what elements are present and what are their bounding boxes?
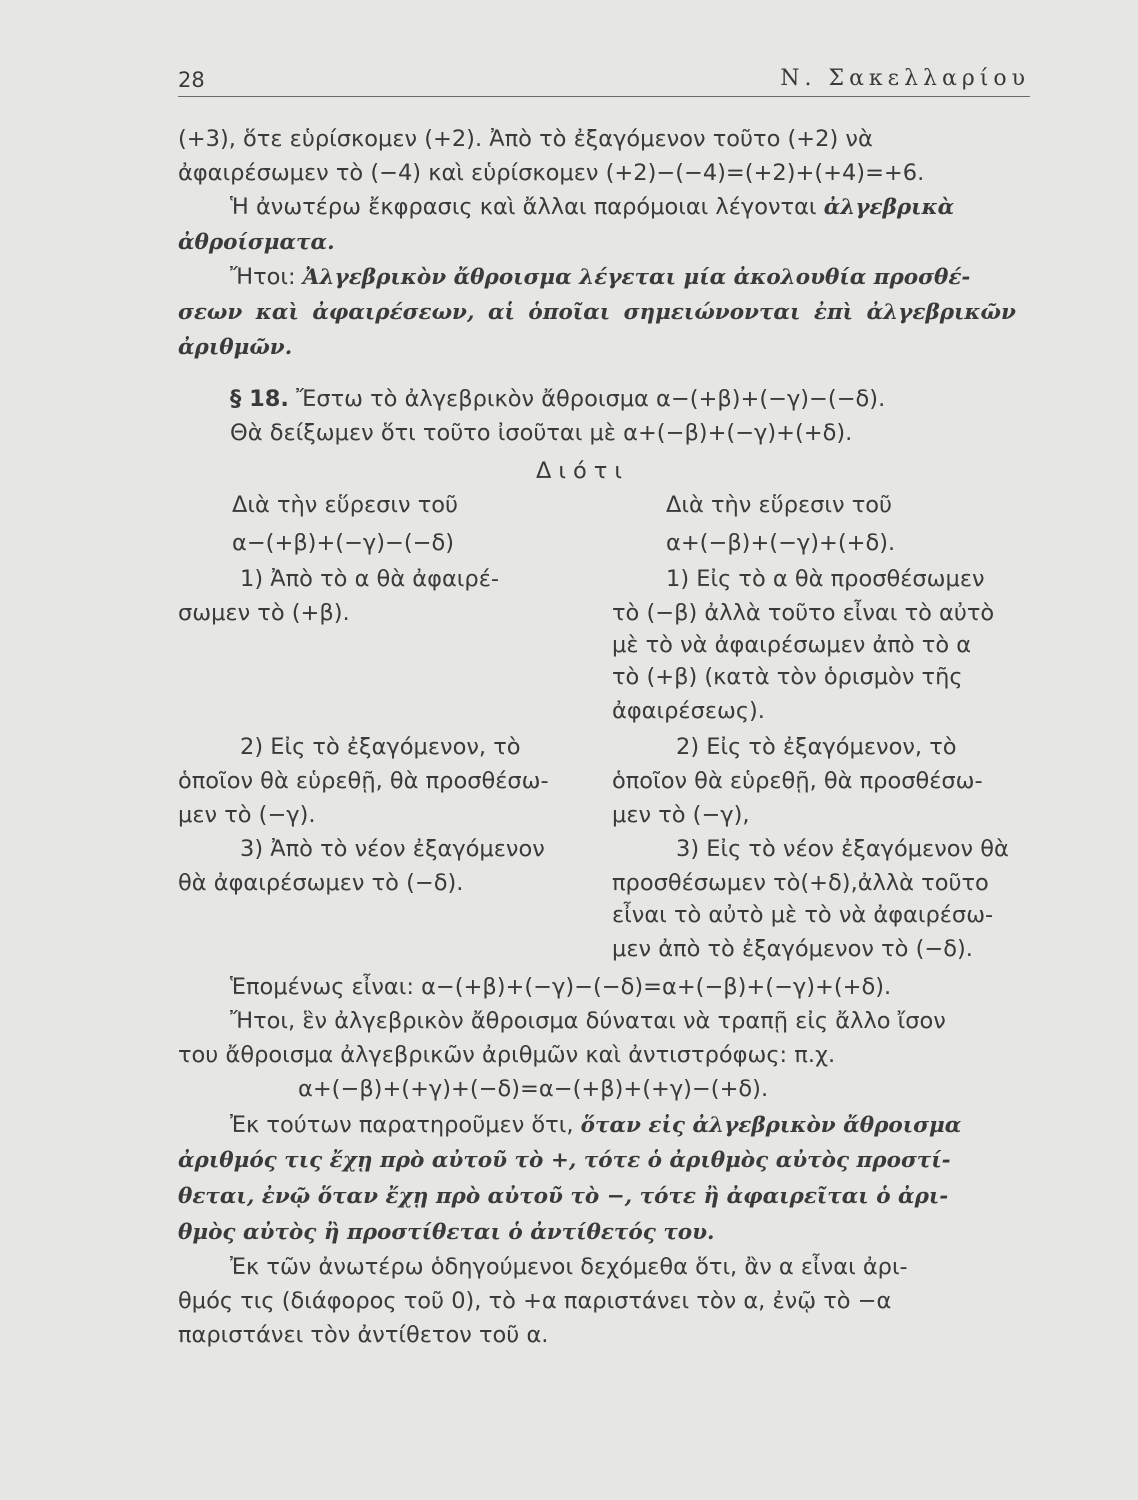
left-column-line: 1) Ἀπὸ τὸ α θὰ ἀφαιρέ- <box>240 566 499 592</box>
left-column-line: μεν τὸ (−γ). <box>178 802 316 828</box>
left-column-line: 3) Ἀπὸ τὸ νέον ἐξαγόμενον <box>240 836 545 862</box>
right-column-line: μεν ἀπὸ τὸ ἐξαγόμενον τὸ (−δ). <box>612 936 973 962</box>
rule-text: θμὸς αὐτὸς ἢ προστίθεται ὁ ἀντίθετός του. <box>178 1220 715 1245</box>
right-column-line: τὸ (−β) ἀλλὰ τοῦτο εἶναι τὸ αὐτὸ <box>612 600 995 626</box>
definition-text: σεων καὶ ἀφαιρέσεων, αἱ ὁποῖαι σημειώνονται ἐπὶ ἀλγεβρικῶν <box>178 300 1016 325</box>
emphasis-term: ἀλγεβρικὰ <box>823 195 955 220</box>
right-column-line: προσθέσωμεν τὸ(+δ),ἀλλὰ τοῦτο <box>612 870 989 896</box>
right-column-line: ἀφαιρέσεως). <box>612 698 765 724</box>
left-column-line: Διὰ τὴν εὕρεσιν τοῦ <box>232 492 459 518</box>
text-line: Ἤτοι, ἓν ἀλγεβρικὸν ἄθροισμα δύναται νὰ τραπῇ εἰς ἄλλο ἴσον <box>230 1008 946 1034</box>
left-column-line: 2) Εἰς τὸ ἐξαγόμενον, τὸ <box>240 734 521 760</box>
formula-line: α+(−β)+(+γ)+(−δ)=α−(+β)+(+γ)−(+δ). <box>298 1076 769 1102</box>
left-column-line: θὰ ἀφαιρέσωμεν τὸ (−δ). <box>178 870 464 896</box>
text-line <box>230 192 954 223</box>
text-span: Ἤτοι: <box>230 264 296 290</box>
text-line: παριστάνει τὸν ἀντίθετον τοῦ α. <box>178 1322 549 1348</box>
page-number: 28 <box>178 68 205 92</box>
right-column-line: 2) Εἰς τὸ ἐξαγόμενον, τὸ <box>676 734 957 760</box>
right-column-line: α+(−β)+(−γ)+(+δ). <box>666 530 896 556</box>
text-line: του ἄθροισμα ἀλγεβρικῶν ἀριθμῶν καὶ ἀντιστρόφως: π.χ. <box>178 1042 836 1068</box>
rule-line <box>230 1110 961 1141</box>
text-span: Ἡ ἀνωτέρω ἔκφρασις καὶ ἄλλαι παρόμοιαι λέγονται <box>230 194 817 220</box>
definition-text: ἀριθμῶν. <box>178 335 293 360</box>
definition-line <box>230 262 970 293</box>
left-column-line: ὁποῖον θὰ εὑρεθῇ, θὰ προσθέσω- <box>178 768 549 794</box>
text-line: θμός τις (διάφορος τοῦ 0), τὸ +α παριστάνει τὸν α, ἐνῷ τὸ −α <box>178 1288 892 1314</box>
text-line: Θὰ δείξωμεν ὅτι τοῦτο ἰσοῦται μὲ α+(−β)+(−γ)+(+δ). <box>230 420 853 446</box>
rule-text: ὅταν εἰς ἀλγεβρικὸν ἄθροισμα <box>580 1113 962 1138</box>
rule-text: ἀριθμός τις ἔχῃ πρὸ αὐτοῦ τὸ +, τότε ὁ ἀριθμὸς αὐτὸς προστί- <box>178 1148 951 1173</box>
right-column-line: ὁποῖον θὰ εὑρεθῇ, θὰ προσθέσω- <box>612 768 983 794</box>
dioti-heading: Διότι <box>536 458 629 484</box>
rule-text: θεται, ἐνῷ ὅταν ἔχῃ πρὸ αὐτοῦ τὸ −, τότε ἢ ἀφαιρεῖται ὁ ἀρι- <box>178 1184 949 1209</box>
right-column-line: μεν τὸ (−γ), <box>612 802 750 828</box>
right-column-line: εἶναι τὸ αὐτὸ μὲ τὸ νὰ ἀφαιρέσω- <box>612 902 994 928</box>
right-column-line: 3) Εἰς τὸ νέον ἐξαγόμενον θὰ <box>676 836 1009 862</box>
text-line: ἀφαιρέσωμεν τὸ (−4) καὶ εὑρίσκομεν (+2)−(−4)=(+2)+(+4)=+6. <box>178 160 925 186</box>
definition-text: Ἀλγεβρικὸν ἄθροισμα λέγεται μία ἀκολουθία προσθέ- <box>302 265 971 290</box>
running-head-author: Ν. Σακελλαρίου <box>780 66 1030 91</box>
section-heading-line <box>230 384 885 414</box>
right-column-line: 1) Εἰς τὸ α θὰ προσθέσωμεν <box>666 566 985 592</box>
text-span: Ἔστω τὸ ἀλγεβρικὸν ἄθροισμα α−(+β)+(−γ)−(−δ). <box>296 386 886 412</box>
right-column-line: Διὰ τὴν εὕρεσιν τοῦ <box>666 492 893 518</box>
left-column-line: σωμεν τὸ (+β). <box>178 600 350 626</box>
page-header <box>178 66 1030 97</box>
emphasis-term: ἀθροίσματα. <box>178 230 335 255</box>
left-column-line: α−(+β)+(−γ)−(−δ) <box>232 530 455 556</box>
text-line: Ἑπομένως εἶναι: α−(+β)+(−γ)−(−δ)=α+(−β)+(−γ)+(+δ). <box>230 974 892 1000</box>
section-number: § 18. <box>230 386 289 412</box>
right-column-line: τὸ (+β) (κατὰ τὸν ὁρισμὸν τῆς <box>612 664 963 690</box>
right-column-line: μὲ τὸ νὰ ἀφαιρέσωμεν ἀπὸ τὸ α <box>612 632 972 658</box>
text-line: Ἐκ τῶν ἀνωτέρω ὁδηγούμενοι δεχόμεθα ὅτι, ἂν α εἶναι ἀρι- <box>230 1254 908 1280</box>
text-line: (+3), ὅτε εὑρίσκομεν (+2). Ἀπὸ τὸ ἐξαγόμενον τοῦτο (+2) νὰ <box>178 126 873 152</box>
text-span: Ἐκ τούτων παρατηροῦμεν ὅτι, <box>230 1112 574 1138</box>
